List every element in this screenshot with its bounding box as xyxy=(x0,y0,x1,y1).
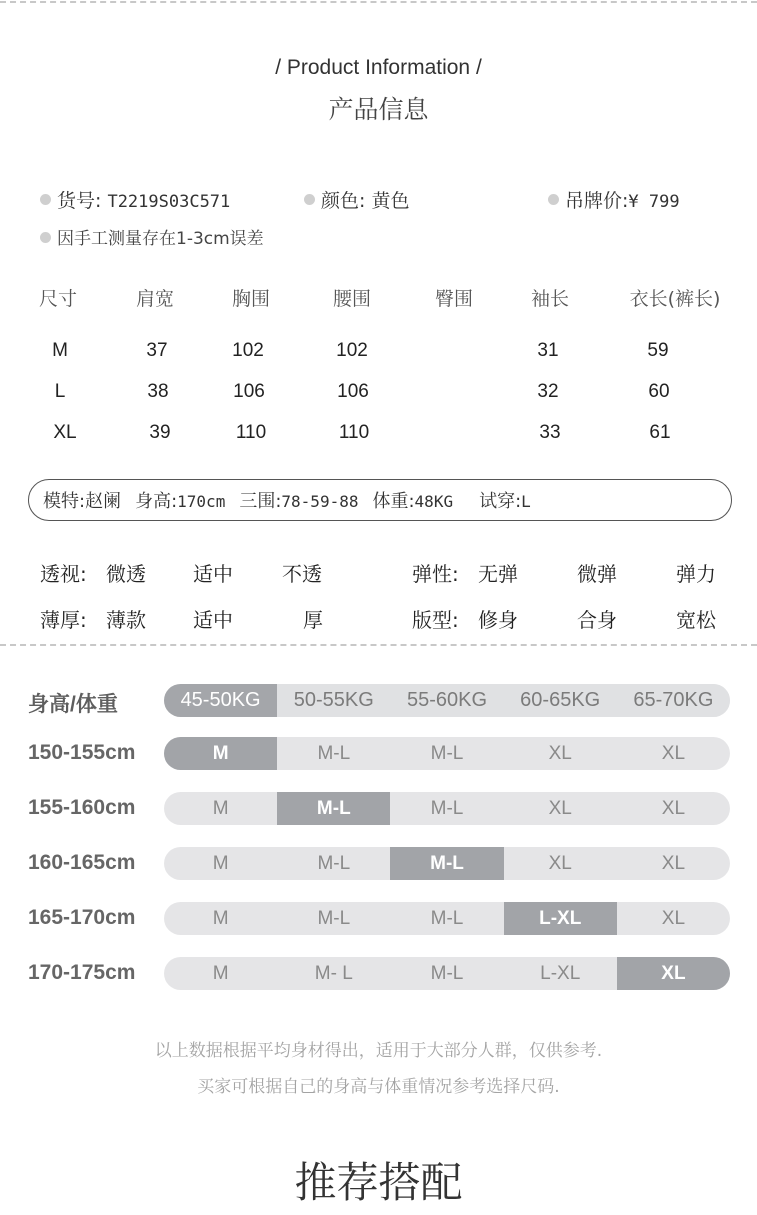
size-cell: M xyxy=(212,852,229,874)
size-cell: M-L xyxy=(430,962,464,984)
height-range-label: 165-170cm xyxy=(28,906,136,929)
chart-row xyxy=(0,957,757,991)
fit-option: 修身 xyxy=(478,608,518,632)
size-cell: XL xyxy=(617,957,730,990)
size-bar xyxy=(164,792,730,825)
fit-option: 宽松 xyxy=(676,608,716,632)
model-weight-label: 体重: xyxy=(372,491,415,512)
weight-range-cell: 50-55KG xyxy=(277,684,390,717)
table-cell: M xyxy=(52,340,68,361)
header-hip: 臀围 xyxy=(434,288,474,310)
item-number-label: 货号: xyxy=(57,190,102,212)
size-cell: M xyxy=(164,737,277,770)
section-title-en: / Product Information / xyxy=(275,56,482,79)
table-cell: 106 xyxy=(233,381,265,402)
size-cell: L-XL xyxy=(504,902,617,935)
header-size: 尺寸 xyxy=(38,288,78,310)
sheer-option: 适中 xyxy=(193,562,233,586)
sheer-option: 不透 xyxy=(282,562,322,586)
middle-dashed-divider xyxy=(0,644,757,646)
weight-range-cell: 60-65KG xyxy=(504,684,617,717)
thickness-option: 厚 xyxy=(303,608,323,632)
table-cell: 102 xyxy=(232,340,264,361)
table-cell: 106 xyxy=(337,381,369,402)
thickness-option: 适中 xyxy=(193,608,233,632)
chart-header-row xyxy=(0,684,757,718)
model-name-value: 赵阑 xyxy=(85,491,122,512)
model-tried-size xyxy=(479,487,531,513)
size-bar xyxy=(164,737,730,770)
table-cell: 32 xyxy=(537,381,559,402)
top-dashed-divider xyxy=(0,1,757,3)
chart-row xyxy=(0,737,757,771)
table-cell: 38 xyxy=(147,381,169,402)
height-range-label: 170-175cm xyxy=(28,961,136,984)
table-cell: 60 xyxy=(648,381,670,402)
size-cell: M-L xyxy=(430,742,464,764)
model-measure-label: 三围: xyxy=(239,491,282,512)
chart-row xyxy=(0,847,757,881)
price-info xyxy=(548,189,680,214)
table-cell: 61 xyxy=(649,422,671,443)
weight-range-cell: 55-60KG xyxy=(390,684,503,717)
color-label: 颜色: xyxy=(321,190,366,212)
fit-option: 合身 xyxy=(577,608,617,632)
disclaimer-line-1: 以上数据根据平均身材得出，适用于大部分人群，仅供参考. xyxy=(154,1041,603,1061)
size-bar xyxy=(164,957,730,990)
size-table-header xyxy=(0,284,757,314)
table-cell: 37 xyxy=(146,340,168,361)
item-number-value: T2219S03C571 xyxy=(107,192,231,212)
chart-row xyxy=(0,902,757,936)
elastic-option: 无弹 xyxy=(478,562,518,586)
elastic-option: 微弹 xyxy=(577,562,617,586)
table-row xyxy=(0,422,757,452)
weight-range-cell: 45-50KG xyxy=(164,684,277,717)
size-cell: XL xyxy=(661,742,686,764)
model-name-label: 模特: xyxy=(43,491,86,512)
height-range-label: 150-155cm xyxy=(28,741,136,764)
table-cell: L xyxy=(54,381,66,402)
thickness-label: 薄厚: xyxy=(40,608,87,632)
sheer-option: 微透 xyxy=(106,562,146,586)
item-number-info xyxy=(40,189,230,214)
table-row xyxy=(0,340,757,370)
header-length: 衣长(裤长) xyxy=(629,288,721,310)
table-cell: XL xyxy=(53,422,77,443)
bullet-dot-icon xyxy=(40,194,51,205)
weight-range-cell: 65-70KG xyxy=(617,684,730,717)
price-label: 吊牌价: xyxy=(565,190,629,212)
height-range-label: 155-160cm xyxy=(28,796,136,819)
chart-row xyxy=(0,792,757,826)
size-cell: M-L xyxy=(277,792,390,825)
model-size-value: L xyxy=(521,492,531,511)
size-cell: M-L xyxy=(430,797,464,819)
size-cell: M xyxy=(212,797,229,819)
fit-label: 版型: xyxy=(412,608,459,632)
size-cell: XL xyxy=(548,852,572,874)
size-cell: M-L xyxy=(390,847,503,880)
size-cell: M-L xyxy=(317,852,351,874)
model-height-value: 170cm xyxy=(177,492,226,511)
height-range-label: 160-165cm xyxy=(28,851,136,874)
table-cell: 110 xyxy=(338,422,370,443)
model-height xyxy=(135,487,225,513)
elastic-option: 弹力 xyxy=(676,562,716,586)
size-bar xyxy=(164,847,730,880)
section-title-cn: 产品信息 xyxy=(328,95,429,124)
table-cell: 39 xyxy=(149,422,171,443)
model-size-label: 试穿: xyxy=(479,491,522,512)
header-waist: 腰围 xyxy=(332,288,372,310)
price-value: ¥ 799 xyxy=(628,192,680,212)
bullet-dot-icon xyxy=(304,194,315,205)
bullet-dot-icon xyxy=(548,194,559,205)
size-cell: XL xyxy=(548,742,572,764)
size-cell: M-L xyxy=(430,907,464,929)
table-cell: 59 xyxy=(647,340,669,361)
model-weight-value: 48KG xyxy=(414,492,454,511)
model-name xyxy=(43,487,121,513)
elastic-label: 弹性: xyxy=(412,562,459,586)
table-cell: 110 xyxy=(235,422,267,443)
table-cell: 33 xyxy=(539,422,561,443)
size-cell: XL xyxy=(661,797,686,819)
size-bar xyxy=(164,902,730,935)
table-cell: 102 xyxy=(336,340,368,361)
color-value: 黄色 xyxy=(371,190,410,212)
model-height-label: 身高: xyxy=(135,491,178,512)
size-cell: M- L xyxy=(314,962,353,984)
weight-range-bar xyxy=(164,684,730,717)
header-shoulder: 肩宽 xyxy=(135,288,175,310)
size-cell: M xyxy=(212,962,229,984)
sheer-label: 透视: xyxy=(40,562,87,586)
thickness-option: 薄款 xyxy=(106,608,146,632)
recommended-outfits-title: 推荐搭配 xyxy=(294,1158,463,1207)
color-info xyxy=(304,189,409,213)
size-cell: XL xyxy=(548,797,572,819)
measurement-note xyxy=(40,227,264,251)
size-cell: L-XL xyxy=(540,962,581,984)
model-measurements xyxy=(239,487,358,513)
chart-corner-label: 身高/体重 xyxy=(28,693,118,716)
size-table xyxy=(0,284,757,452)
disclaimer-line-2: 买家可根据自己的身高与体重情况参考选择尺码. xyxy=(197,1077,560,1097)
header-chest: 胸围 xyxy=(231,288,271,310)
size-cell: M-L xyxy=(317,742,351,764)
bullet-dot-icon xyxy=(40,232,51,243)
table-cell: 31 xyxy=(537,340,559,361)
model-measure-value: 78-59-88 xyxy=(281,492,359,511)
header-sleeve: 袖长 xyxy=(530,288,570,310)
model-weight xyxy=(372,487,453,513)
size-cell: XL xyxy=(661,907,686,929)
measurement-note-text: 因手工测量存在1-3cm误差 xyxy=(57,229,264,249)
size-cell: M xyxy=(212,907,229,929)
table-row xyxy=(0,381,757,411)
size-cell: XL xyxy=(661,852,686,874)
model-info-box xyxy=(28,479,732,521)
size-cell: M-L xyxy=(317,907,351,929)
